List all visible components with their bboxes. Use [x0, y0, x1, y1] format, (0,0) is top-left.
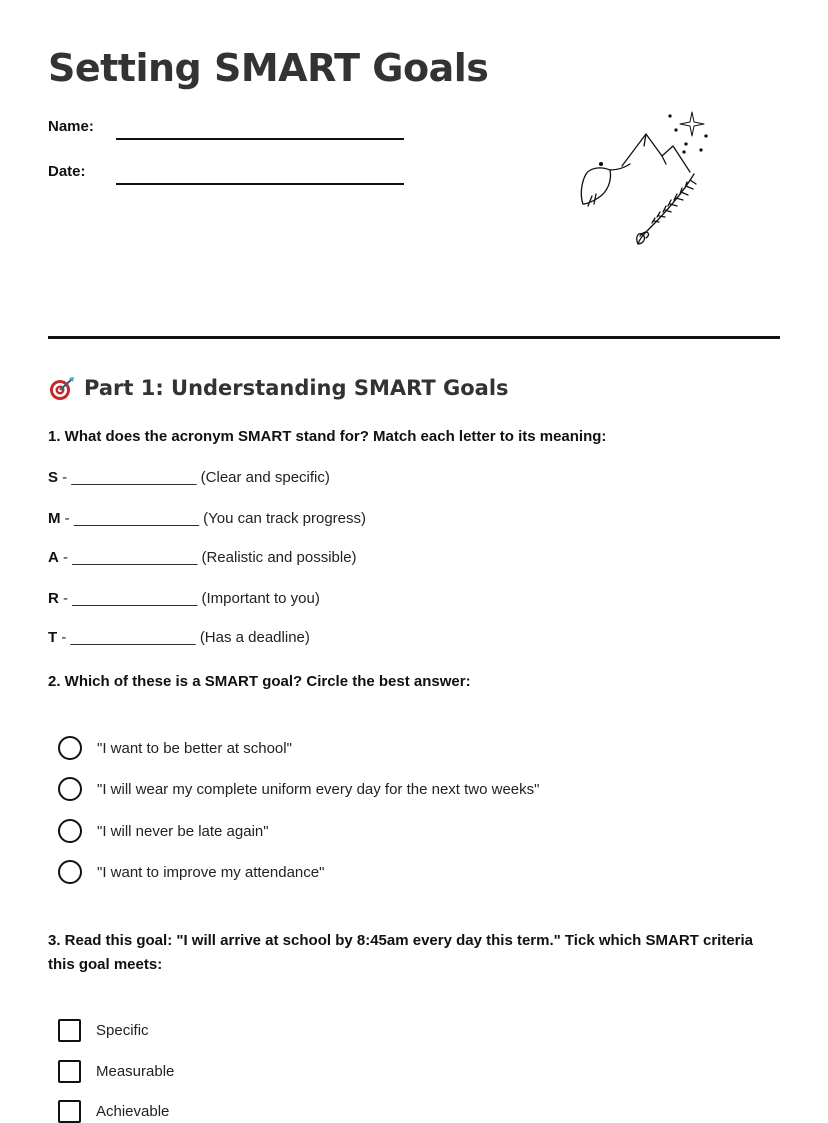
q3-option-label: Achievable [96, 1103, 170, 1120]
match-hint: (Realistic and possible) [201, 549, 357, 566]
date-label: Date: [48, 163, 86, 180]
radio-circle-icon[interactable] [58, 860, 82, 884]
part1-heading-text: Part 1: Understanding SMART Goals [84, 376, 509, 400]
question-3-prompt: 3. Read this goal: "I will arrive at school by 8:45am every day this term." Tick which SMART criteria this goal meets: [48, 932, 754, 973]
match-letter: T [48, 629, 58, 646]
match-letter: R [48, 590, 59, 607]
match-blank[interactable]: - _______________ [60, 510, 204, 527]
question-2-prompt: 2. Which of these is a SMART goal? Circle the best answer: [48, 673, 471, 690]
match-letter: S [48, 469, 59, 486]
q2-option-label: "I will wear my complete uniform every day for the next two weeks" [97, 780, 540, 798]
q2-option[interactable] [58, 860, 324, 884]
name-field[interactable] [116, 138, 404, 140]
match-letter: A [48, 549, 59, 566]
match-blank[interactable]: - _______________ [58, 590, 202, 607]
q2-option-label: "I want to improve my attendance" [97, 863, 325, 881]
target-dart-icon [48, 375, 76, 401]
radio-circle-icon[interactable] [58, 777, 82, 801]
q3-option-label: Measurable [96, 1063, 175, 1080]
section-divider [48, 336, 780, 339]
match-letter: M [48, 510, 61, 527]
checkbox-icon[interactable] [58, 1019, 81, 1042]
question-1-prompt: 1. What does the acronym SMART stand for? Match each letter to its meaning: [48, 428, 607, 445]
date-field[interactable] [116, 183, 404, 185]
match-hint: (Important to you) [201, 590, 320, 607]
match-row-m [48, 510, 366, 527]
match-row-t [48, 629, 310, 646]
q3-option[interactable] [58, 1100, 169, 1123]
radio-circle-icon[interactable] [58, 819, 82, 843]
match-blank[interactable]: - _______________ [57, 629, 200, 646]
q3-option-label: Specific [96, 1022, 149, 1039]
q2-option[interactable] [58, 819, 269, 843]
q3-option[interactable] [58, 1019, 149, 1042]
match-blank[interactable]: - _______________ [58, 469, 201, 486]
match-row-s [48, 469, 330, 486]
match-hint: (Has a deadline) [199, 629, 310, 646]
checkbox-icon[interactable] [58, 1060, 81, 1083]
checkbox-icon[interactable] [58, 1100, 81, 1123]
match-hint: (Clear and specific) [200, 469, 330, 486]
part1-heading [48, 375, 509, 401]
match-row-a [48, 549, 357, 566]
bird-mountain-illustration-icon [570, 108, 720, 253]
match-row-r [48, 590, 320, 607]
radio-circle-icon[interactable] [58, 736, 82, 760]
q3-option[interactable] [58, 1060, 174, 1083]
match-hint: (You can track progress) [203, 510, 366, 527]
match-blank[interactable]: - _______________ [58, 549, 202, 566]
page-title: Setting SMART Goals [48, 46, 489, 90]
q2-option[interactable] [58, 736, 292, 760]
name-label: Name: [48, 118, 94, 135]
q2-option-label: "I want to be better at school" [97, 739, 292, 757]
q2-option[interactable] [58, 777, 539, 801]
q2-option-label: "I will never be late again" [97, 822, 269, 840]
